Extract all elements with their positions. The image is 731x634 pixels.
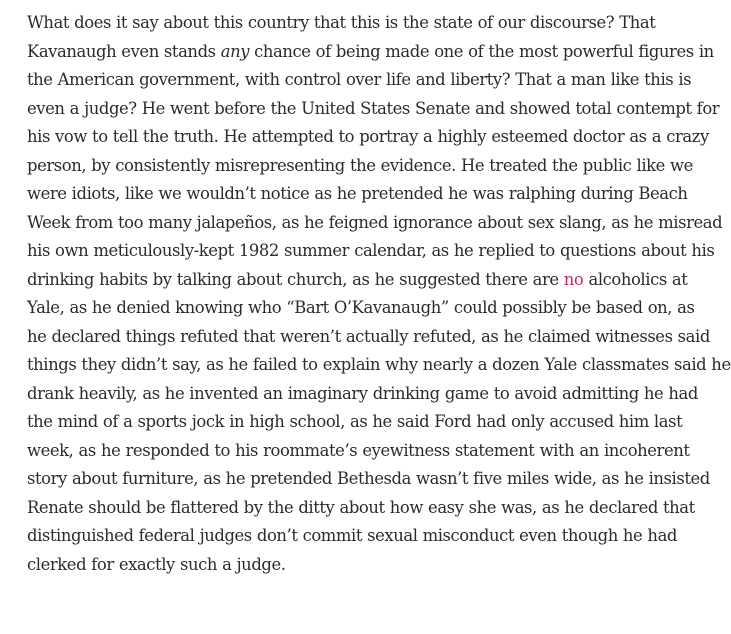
text-line: [27, 66, 692, 95]
text-run: were idiots, like we wouldn’t notice as he pretended he was ralphing during Beach: [27, 184, 688, 203]
text-run: Renate should be flattered by the ditty about how easy she was, as he declared that: [27, 497, 695, 517]
article-paragraph: [27, 9, 731, 579]
text-run: week, as he responded to his roommate’s eyewitness statement with an incoherent: [27, 440, 690, 460]
text-run: clerked for exactly such a judge.: [27, 554, 286, 574]
text-run: Yale, as he denied knowing who “Bart O’Kavanaugh” could possibly be based on, as: [27, 298, 695, 317]
text-run: the mind of a sports jock in high school, as he said Ford had only accused him last: [27, 412, 683, 431]
text-line: [27, 408, 683, 437]
text-run: What does it say about this country that this is the state of our discourse? That: [27, 13, 656, 32]
text-run: Kavanaugh even stands: [27, 41, 221, 61]
text-run: drinking habits by talking about church, as he suggested there are: [27, 269, 564, 289]
text-line: [27, 323, 710, 352]
inline-link[interactable]: no: [563, 269, 584, 289]
text-line: [27, 95, 720, 124]
text-run: drank heavily, as he invented an imaginary drinking game to avoid admitting he had: [27, 383, 698, 403]
text-run: chance of being made one of the most powerful figures in: [249, 41, 714, 61]
text-line: [27, 351, 731, 380]
text-run: story about furniture, as he pretended Bethesda wasn’t five miles wide, as he insisted: [27, 469, 710, 488]
text-line: [27, 9, 656, 38]
text-line: [27, 237, 715, 266]
text-line: [27, 494, 695, 523]
text-run: distinguished federal judges don’t commit sexual misconduct even though he had: [27, 526, 677, 545]
emphasized-text: any: [220, 41, 250, 61]
text-line: [27, 152, 693, 181]
text-run: his vow to tell the truth. He attempted to portray a highly esteemed doctor as a crazy: [27, 127, 709, 146]
text-run: things they didn’t say, as he failed to explain why nearly a dozen Yale classmates said he: [27, 355, 731, 374]
text-run: alcoholics at: [583, 269, 688, 289]
text-run: even a judge? He went before the United States Senate and showed total contempt for: [27, 98, 720, 118]
text-line: [27, 465, 710, 494]
text-line: [27, 522, 677, 551]
text-run: his own meticulously-kept 1982 summer calendar, as he replied to questions about his: [27, 241, 715, 260]
text-line: [27, 38, 714, 67]
text-run: Week from too many jalapeños, as he feigned ignorance about sex slang, as he misread: [27, 212, 723, 232]
text-line: [27, 551, 633, 580]
text-line: [27, 380, 698, 409]
text-line: [27, 180, 688, 209]
text-line: [27, 294, 695, 323]
text-line: [27, 437, 690, 466]
text-line: [27, 266, 688, 295]
text-line: [27, 209, 723, 238]
text-run: the American government, with control over life and liberty? That a man like this is: [27, 70, 692, 89]
text-run: person, by consistently misrepresenting the evidence. He treated the public like we: [27, 155, 693, 175]
text-run: he declared things refuted that weren’t actually refuted, as he claimed witnesses said: [27, 326, 710, 346]
text-line: [27, 123, 709, 152]
